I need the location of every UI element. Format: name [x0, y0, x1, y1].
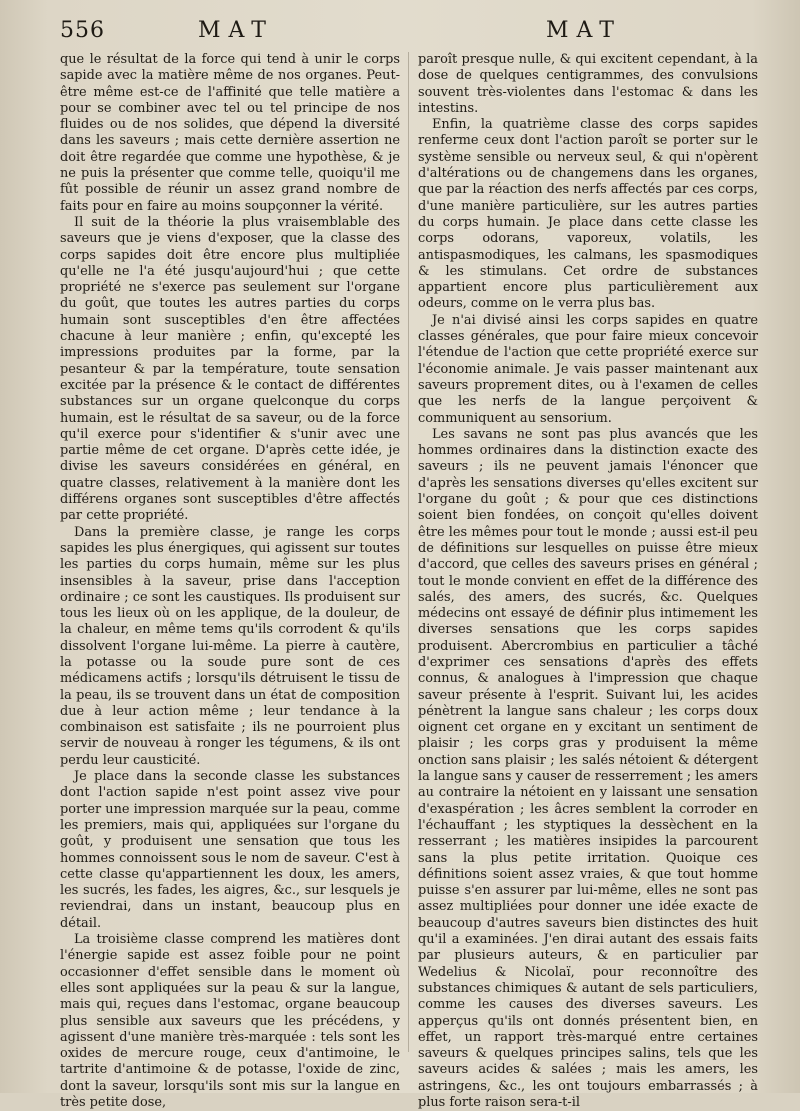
paragraph: Je n'ai divisé ainsi les corps sapides en quatre classes générales, que pour faire mieux concevoir l'étendue de l'action que cette propriété exerce sur l'économie animale. Je vais passer maintenant aux saveurs proprement dites, ou à l'examen de celles que les nerfs de la langue perçoivent & communiquent au sensorium.: [418, 312, 758, 426]
left-column: [60, 52, 400, 1110]
page-header: [60, 18, 760, 48]
running-head-left: MAT: [198, 18, 274, 43]
paragraph: Les savans ne sont pas plus avancés que les hommes ordinaires dans la distinction exacte des saveurs ; ils ne peuvent jamais l'énoncer que d'après les sensations diverses qu'elles excitent sur l'organe du goût ; & pour que ces distinctions soient bien fondées, on conçoit qu'elles doivent être les mêmes pour tout le monde ; aussi est-il peu de définitions sur lesquelles on puisse être mieux d'accord, que celles des saveurs prises en général ; tout le monde convient en effet de la différence des salés, des amers, des sucrés, &c. Quelques médecins ont essayé de définir plus intimement les diverses sensations que les corps sapides produisent. Abercrombius en particulier a tâché d'exprimer ces sensations d'après des effets connus, & analogues à l'impression que chaque saveur présente à l'esprit. Suivant lui, les acides pénètrent la langue sans chaleur ; les corps doux oignent cet organe en y excitant un sentiment de plaisir ; les corps gras y produisent la même onction sans plaisir ; les salés nétoient & détergent la langue sans y causer de resserrement ; les amers au contraire la nétoient en y laissant une sensation d'exaspération ; les âcres semblent la corroder en l'échauffant ; les styptiques la dessèchent en la resserrant ; les matières insipides la parcourent sans la plus petite irritation. Quoique ces définitions soient assez vraies, & que tout homme puisse s'en assurer par lui-même, elles ne sont pas assez multipliées pour donner une idée exacte de beaucoup d'autres saveurs bien distinctes des huit qu'il a examinées. J'en dirai autant des essais faits par plusieurs auteurs, & en particulier par Wedelius & Nicolaï, pour reconnoître des substances chimiques & autant de sels particuliers, comme les causes des diverses saveurs. Les apperçus qu'ils ont donnés présentent bien, en effet, un rapport très-marqué entre certaines saveurs & quelques principes salins, tels que les saveurs acides & salées ; mais les amers, les astringens, &c., les ont toujours embarrassés ; à plus forte raison sera-t-il: [418, 426, 758, 1110]
paragraph: que le résultat de la force qui tend à unir le corps sapide avec la matière même de nos organes. Peut-être même est-ce de l'affinité que telle matière a pour se combiner avec tel ou tel principe de nos fluides ou de nos solides, que dépend la diversité dans les saveurs ; mais cette dernière assertion ne doit être regardée que comme une hypothèse, & je ne puis la présenter que comme telle, quoiqu'il me fût possible de réunir un assez grand nombre de faits pour en faire au moins soupçonner la vérité.: [60, 52, 400, 214]
paragraph: La troisième classe comprend les matières dont l'énergie sapide est assez foible pour ne point occasionner d'effet sensible dans le moment où elles sont appliquées sur la peau & sur la langue, mais qui, reçues dans l'estomac, organe beaucoup plus sensible aux saveurs que les précédens, y agissent d'une manière très-marquée : tels sont les oxides de mercure rouge, ceux d'antimoine, le tartrite d'antimoine & de potasse, l'oxide de zinc, dont la saveur, lorsqu'ils sont mis sur la langue en très petite dose,: [60, 932, 400, 1110]
paragraph: paroît presque nulle, & qui excitent cependant, à la dose de quelques centigrammes, des convulsions souvent très-violentes dans l'estomac & dans les intestins.: [418, 52, 758, 116]
paragraph: Je place dans la seconde classe les substances dont l'action sapide n'est point assez vive pour porter une impression marquée sur la peau, comme les premiers, mais qui, appliquées sur l'organe du goût, y produisent une sensation que tous les hommes connoissent sous le nom de saveur. C'est à cette classe qu'appartiennent les doux, les amers, les sucrés, les fades, les aigres, &c., sur lesquels je reviendrai, dans un instant, beaucoup plus en détail.: [60, 769, 400, 931]
running-head-right: MAT: [546, 18, 622, 43]
paragraph: Il suit de la théorie la plus vraisemblable des saveurs que je viens d'exposer, que la classe des corps sapides doit être encore plus multipliée qu'elle ne l'a été jusqu'aujourd'hui ; que cette propriété ne s'exerce pas seulement sur l'organe du goût, que toutes les autres parties du corps humain sont susceptibles d'en être affectées chacune à leur manière ; enfin, qu'excepté les impressions produites par la forme, par la pesanteur & par la température, toute sensation excitée par la présence & le contact de différentes substances sur un organe quelconque du corps humain, est le résultat de sa saveur, ou de la force qu'il exerce pour s'identifier & s'unir avec une partie même de cet organe. D'après cette idée, je divise les saveurs considérées en général, en quatre classes, relativement à la manière dont les différens organes sont susceptibles d'être affectés par cette propriété.: [60, 214, 400, 524]
column-divider: [408, 52, 409, 1052]
paragraph: Dans la première classe, je range les corps sapides les plus énergiques, qui agissent sur toutes les parties du corps humain, même sur les plus insensibles à la saveur, prise dans l'acception ordinaire ; ce sont les caustiques. Ils produisent sur tous les lieux où on les applique, de la douleur, de la chaleur, en même tems qu'ils corrodent & qu'ils dissolvent l'organe lui-même. La pierre à cautère, la potasse ou la soude pure sont de ces médicamens actifs ; lorsqu'ils détruisent le tissu de la peau, ils se trouvent dans un état de composition due à leur action même ; leur tendance à la combinaison est satisfaite ; ils ne pourroient plus servir de nouveau à ronger les tégumens, & ils ont perdu leur causticité.: [60, 524, 400, 768]
right-column: [418, 52, 758, 1110]
paragraph: Enfin, la quatrième classe des corps sapides renferme ceux dont l'action paroît se porter sur le système sensible ou nerveux seul, & qui n'opèrent d'altérations ou de changemens dans les organes, que par la réaction des nerfs affectés par ces corps, d'une manière particulière, sur les autres parties du corps humain. Je place dans cette classe les corps odorans, vaporeux, volatils, les antispasmodiques, les calmans, les spasmodiques & les stimulans. Cet ordre de substances appartient encore plus particulièrement aux odeurs, comme on le verra plus bas.: [418, 117, 758, 312]
page-number: 556: [60, 18, 105, 43]
